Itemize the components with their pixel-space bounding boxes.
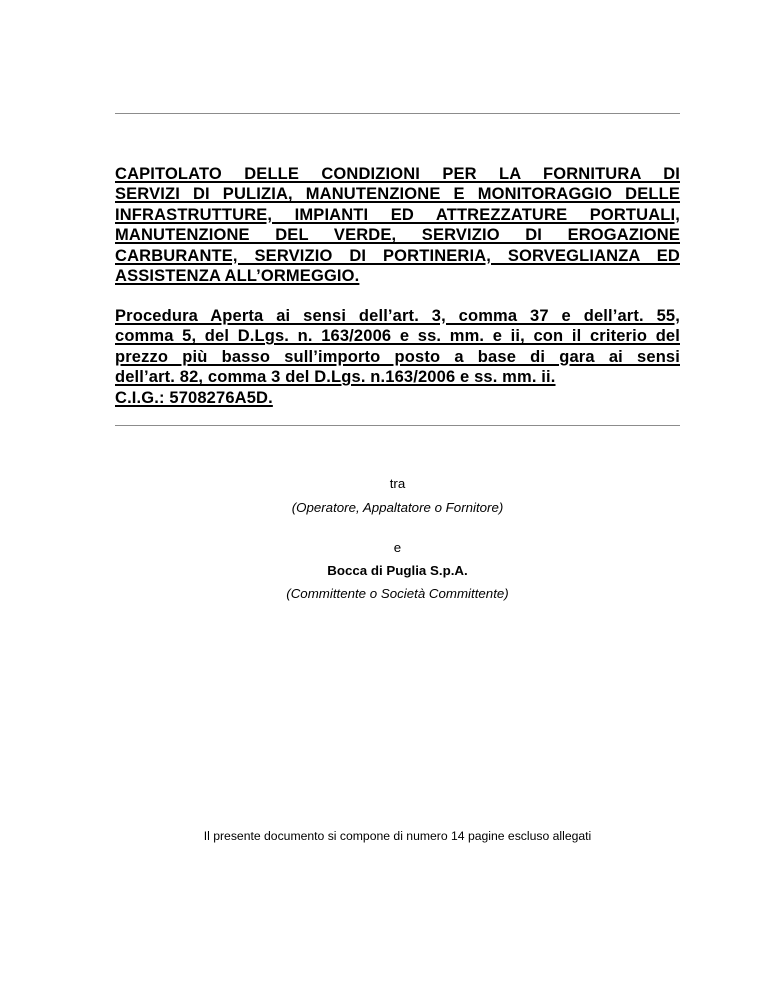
and-label: e [393, 540, 402, 555]
page-count-note: Il presente documento si compone di numero 14 pagine escluso allegati [203, 829, 592, 843]
procedure-line: prezzo più basso sull’importo posto a base di gara ai sensi [115, 347, 680, 366]
title-line: INFRASTRUTTURE, IMPIANTI ED ATTREZZATURE PORTUALI, [115, 205, 680, 224]
cig-code: C.I.G.: 5708276A5D. [115, 388, 273, 407]
procedure-line: dell’art. 82, comma 3 del D.Lgs. n.163/2006 e ss. mm. ii. [115, 368, 556, 387]
title-line: SERVIZI DI PULIZIA, MANUTENZIONE E MONITORAGGIO DELLE [115, 185, 680, 204]
operator-label: (Operatore, Appaltatore o Fornitore) [291, 500, 504, 515]
document-title [115, 164, 680, 286]
title-line: MANUTENZIONE DEL VERDE, SERVIZIO DI EROGAZIONE [115, 226, 680, 245]
company-name: Bocca di Puglia S.p.A. [327, 563, 468, 578]
title-line: ASSISTENZA ALL’ORMEGGIO. [115, 267, 360, 286]
bottom-divider [115, 425, 680, 426]
title-line: CARBURANTE, SERVIZIO DI PORTINERIA, SORVEGLIANZA ED [115, 246, 680, 265]
title-line: CAPITOLATO DELLE CONDIZIONI PER LA FORNITURA DI [115, 165, 680, 183]
client-label: (Committente o Società Committente) [286, 586, 509, 601]
between-label: tra [389, 476, 406, 491]
top-divider [115, 113, 680, 114]
procedure-line: comma 5, del D.Lgs. n. 163/2006 e ss. mm. e ii, con il criterio del [115, 327, 680, 346]
procedure-description [115, 306, 680, 408]
procedure-line: Procedura Aperta ai sensi dell’art. 3, comma 37 e dell’art. 55, [115, 307, 680, 325]
